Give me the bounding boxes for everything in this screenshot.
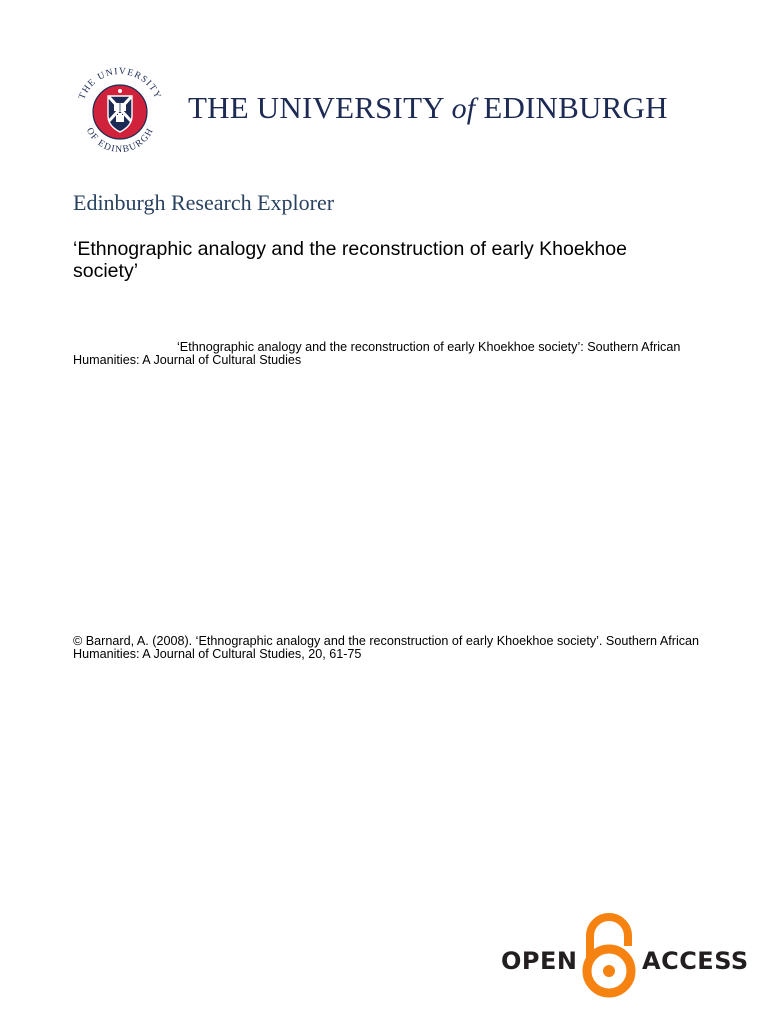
open-access-word-open: OPEN (501, 947, 578, 975)
university-name-of: of (451, 92, 476, 125)
svg-text:THE UNIVERSITY: THE UNIVERSITY (77, 66, 163, 102)
university-name-suffix: EDINBURGH (483, 90, 668, 125)
university-header (72, 66, 668, 158)
open-access-lock-icon (580, 912, 638, 998)
university-name (188, 90, 668, 126)
svg-text:OF EDINBURGH: OF EDINBURGH (83, 126, 157, 156)
open-access-word-access: ACCESS (642, 947, 749, 975)
citation-text: ‘Ethnographic analogy and the reconstruction of early Khoekhoe society’: Southern African Humanities: A Journal of Cultural Studies (73, 340, 681, 367)
document-title: ‘Ethnographic analogy and the reconstruction of early Khoekhoe society’ (73, 238, 627, 282)
copyright-text: © Barnard, A. (2008). ‘Ethnographic analogy and the reconstruction of early Khoekhoe society’. Southern African Humanities: A Journal of Cultural Studies, 20, 61-75 (73, 634, 700, 661)
university-name-prefix: THE UNIVERSITY (188, 90, 444, 125)
open-access-logo (500, 912, 749, 998)
repository-name: Edinburgh Research Explorer (73, 190, 335, 215)
university-crest-icon (72, 66, 168, 158)
